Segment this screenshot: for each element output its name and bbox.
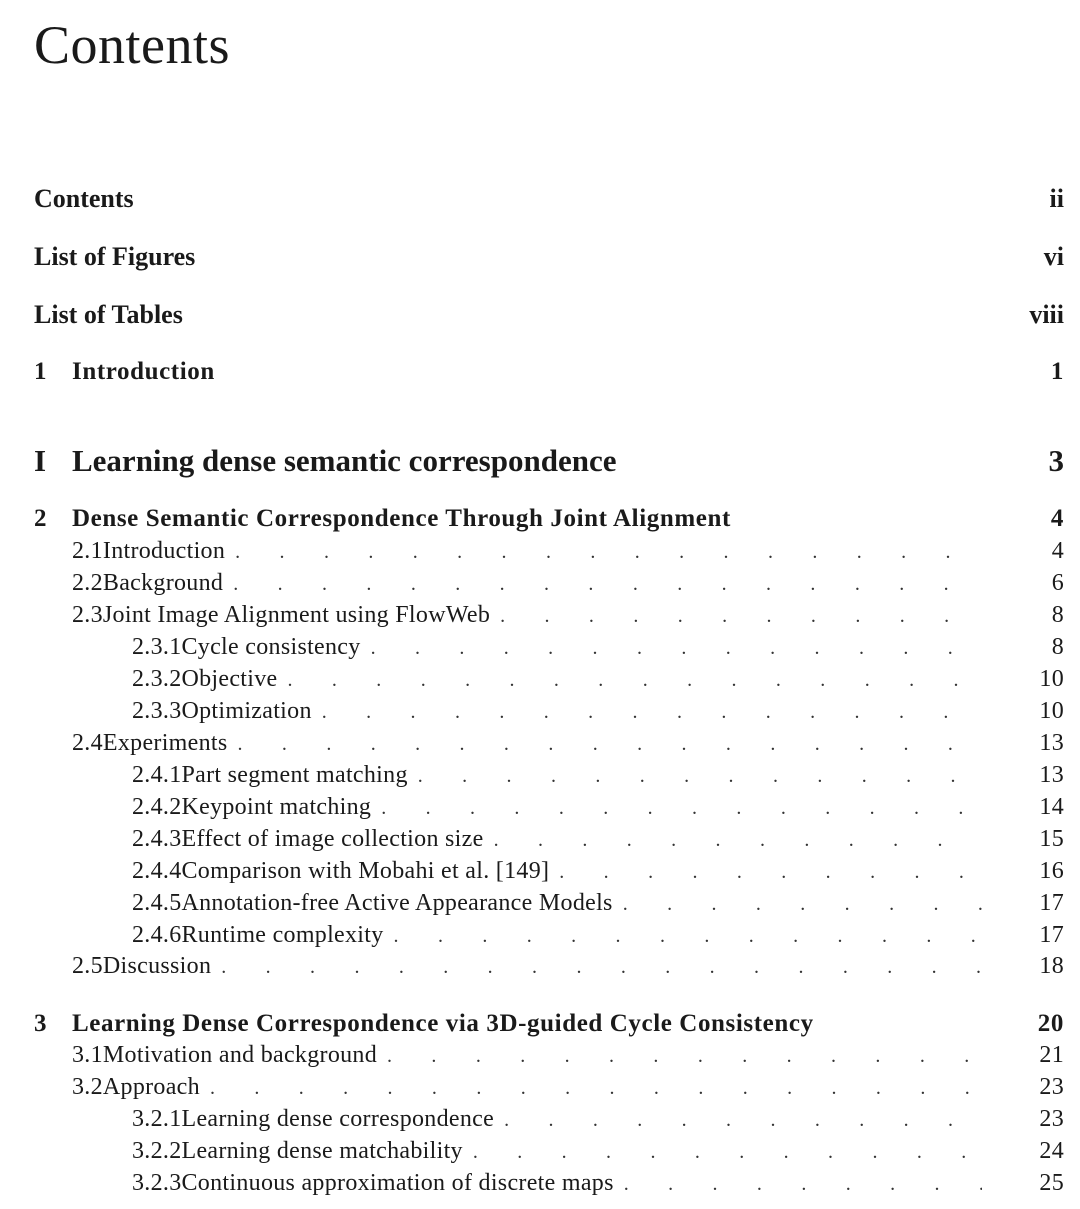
- toc-entry-page[interactable]: ii: [1049, 184, 1064, 213]
- toc-entry-number: 3.2.3: [132, 1170, 182, 1196]
- dot-leader: [288, 666, 983, 693]
- toc-entry[interactable]: [0, 358, 1080, 386]
- toc-entry-title[interactable]: Part segment matching: [181, 762, 408, 788]
- toc-entry[interactable]: [0, 443, 1080, 479]
- toc-entry[interactable]: [0, 826, 1080, 853]
- toc-entry-page[interactable]: 8: [1051, 634, 1064, 660]
- toc-entry-title[interactable]: Introduction: [72, 358, 215, 385]
- toc-entry[interactable]: [0, 890, 1080, 917]
- dot-leader: [504, 1106, 982, 1133]
- toc-entry-number: 2.4.6: [132, 922, 182, 948]
- toc-entry-number: 2.3.3: [132, 698, 182, 724]
- toc-entry[interactable]: [0, 730, 1080, 757]
- toc-entry-title[interactable]: Joint Image Alignment using FlowWeb: [102, 602, 491, 628]
- dot-leader: [235, 538, 982, 565]
- toc-entry-page[interactable]: 13: [1039, 762, 1064, 788]
- toc-entry-title[interactable]: Discussion: [102, 953, 212, 979]
- dot-leader: [623, 890, 982, 917]
- toc-entry-page[interactable]: 1: [1050, 358, 1064, 385]
- toc-entry-title[interactable]: Keypoint matching: [181, 794, 372, 820]
- page-title: Contents: [34, 15, 231, 75]
- toc-entry-number: 2.4.5: [132, 890, 182, 916]
- toc-entry-number: 3: [34, 1010, 48, 1037]
- toc-entry-title[interactable]: Continuous approximation of discrete maps: [181, 1170, 614, 1196]
- toc-entry-page[interactable]: 15: [1039, 826, 1064, 852]
- toc-entry-page[interactable]: 21: [1039, 1042, 1064, 1068]
- toc-entry[interactable]: [0, 1106, 1080, 1133]
- toc-entry-title[interactable]: Learning dense matchability: [181, 1138, 463, 1164]
- toc-entry-title[interactable]: Annotation-free Active Appearance Models: [181, 890, 613, 916]
- toc-entry-page[interactable]: 3: [1048, 443, 1064, 478]
- toc-entry-title[interactable]: Learning dense correspondence: [181, 1106, 495, 1132]
- toc-entry[interactable]: [0, 505, 1080, 533]
- toc-entry-title[interactable]: Approach: [102, 1074, 200, 1100]
- toc-entry[interactable]: [0, 538, 1080, 565]
- toc-entry-number: 2.4.4: [132, 858, 182, 884]
- toc-entry-number: 2.5: [72, 953, 103, 979]
- toc-entry-page[interactable]: 6: [1051, 570, 1064, 596]
- dot-leader: [473, 1138, 982, 1165]
- toc-entry[interactable]: [0, 570, 1080, 597]
- toc-entry-number: 2.2: [72, 570, 103, 596]
- toc-entry-title[interactable]: Learning Dense Correspondence via 3D-guided Cycle Consistency: [72, 1010, 814, 1037]
- toc-entry[interactable]: [0, 794, 1080, 821]
- dot-leader: [418, 762, 982, 789]
- toc-entry-page[interactable]: 4: [1050, 505, 1064, 532]
- toc-entry-title[interactable]: Introduction: [102, 538, 226, 564]
- toc-entry-page[interactable]: 23: [1039, 1106, 1064, 1132]
- dot-leader: [387, 1042, 982, 1069]
- toc-entry-page[interactable]: 10: [1039, 698, 1064, 724]
- toc-entry-number: 2.3.1: [132, 634, 182, 660]
- dot-leader: [238, 730, 982, 757]
- toc-entry-number: 2.4.3: [132, 826, 182, 852]
- dot-leader: [371, 634, 982, 661]
- toc-entry[interactable]: [0, 1042, 1080, 1069]
- toc-entry-page[interactable]: 10: [1039, 666, 1064, 692]
- toc-entry-page[interactable]: vi: [1043, 242, 1064, 271]
- toc-entry-number: 2.3.2: [132, 666, 182, 692]
- toc-entry-title[interactable]: Effect of image collection size: [181, 826, 484, 852]
- toc-entry-page[interactable]: 4: [1051, 538, 1064, 564]
- toc-entry-page[interactable]: 14: [1039, 794, 1064, 820]
- toc-entry[interactable]: [0, 1170, 1080, 1197]
- toc-entry-title[interactable]: Dense Semantic Correspondence Through Joint Alignment: [72, 505, 731, 532]
- toc-entry[interactable]: [0, 666, 1080, 693]
- toc-entry-number: 3.2: [72, 1074, 103, 1100]
- toc-entry-number: I: [34, 443, 47, 478]
- dot-leader: [221, 953, 982, 980]
- toc-entry-title[interactable]: List of Tables: [34, 300, 183, 329]
- toc-entry-page[interactable]: viii: [1029, 300, 1064, 329]
- dot-leader: [394, 922, 982, 949]
- toc-entry[interactable]: [0, 953, 1080, 980]
- toc-entry-title[interactable]: Runtime complexity: [181, 922, 384, 948]
- toc-entry[interactable]: [0, 922, 1080, 949]
- toc-entry[interactable]: [0, 1010, 1080, 1038]
- toc-entry-title[interactable]: Experiments: [102, 730, 228, 756]
- toc-entry-number: 3.2.2: [132, 1138, 182, 1164]
- toc-entry[interactable]: [0, 762, 1080, 789]
- toc-entry-page[interactable]: 17: [1039, 890, 1064, 916]
- toc-entry-page[interactable]: 23: [1039, 1074, 1064, 1100]
- toc-entry-number: 3.2.1: [132, 1106, 182, 1132]
- toc-entry-page[interactable]: 8: [1051, 602, 1064, 628]
- dot-leader: [322, 698, 982, 725]
- toc-entry[interactable]: [0, 300, 1080, 330]
- toc-entry-page[interactable]: 18: [1039, 953, 1064, 979]
- dot-leader: [381, 794, 982, 821]
- toc-entry-title[interactable]: Motivation and background: [102, 1042, 378, 1068]
- toc-entry-number: 2.3: [72, 602, 103, 628]
- toc-entry-page[interactable]: 17: [1039, 922, 1064, 948]
- toc-entry-page[interactable]: 24: [1039, 1138, 1064, 1164]
- toc-entry-page[interactable]: 13: [1039, 730, 1064, 756]
- toc-entry-number: 1: [34, 358, 48, 385]
- dot-leader: [233, 570, 982, 597]
- dot-leader: [500, 602, 982, 629]
- toc-entry-page[interactable]: 25: [1039, 1170, 1064, 1196]
- dot-leader: [494, 826, 982, 853]
- dot-leader: [559, 858, 982, 885]
- toc-entry[interactable]: [0, 634, 1080, 661]
- toc-entry[interactable]: [0, 242, 1080, 272]
- toc-entry-number: 2.1: [72, 538, 103, 564]
- toc-entry[interactable]: [0, 602, 1080, 629]
- toc-entry-number: 2.4.1: [132, 762, 182, 788]
- toc-entry-number: 2.4.2: [132, 794, 182, 820]
- dot-leader: [624, 1170, 982, 1197]
- toc-entry-number: 2.4: [72, 730, 103, 756]
- toc-entry-title[interactable]: List of Figures: [34, 242, 196, 271]
- toc-entry-number: 3.1: [72, 1042, 103, 1068]
- toc-entry-title[interactable]: Background: [102, 570, 224, 596]
- toc-entry-title[interactable]: Comparison with Mobahi et al. [149]: [181, 858, 550, 884]
- toc-entry[interactable]: [0, 1074, 1080, 1101]
- toc-entry-title[interactable]: Cycle consistency: [181, 634, 361, 660]
- toc-entry-title[interactable]: Learning dense semantic correspondence: [72, 443, 617, 478]
- toc-entry-title[interactable]: Optimization: [181, 698, 312, 724]
- toc-entry[interactable]: [0, 858, 1080, 885]
- toc-entry-title[interactable]: Contents: [34, 184, 134, 213]
- toc-entry[interactable]: [0, 698, 1080, 725]
- toc-entry[interactable]: [0, 184, 1080, 214]
- dot-leader: [210, 1074, 982, 1101]
- toc-entry-page[interactable]: 16: [1039, 858, 1064, 884]
- toc-entry[interactable]: [0, 1138, 1080, 1165]
- toc-entry-title[interactable]: Objective: [181, 666, 278, 692]
- toc-entry-page[interactable]: 20: [1037, 1010, 1064, 1037]
- toc-entry-number: 2: [34, 505, 48, 532]
